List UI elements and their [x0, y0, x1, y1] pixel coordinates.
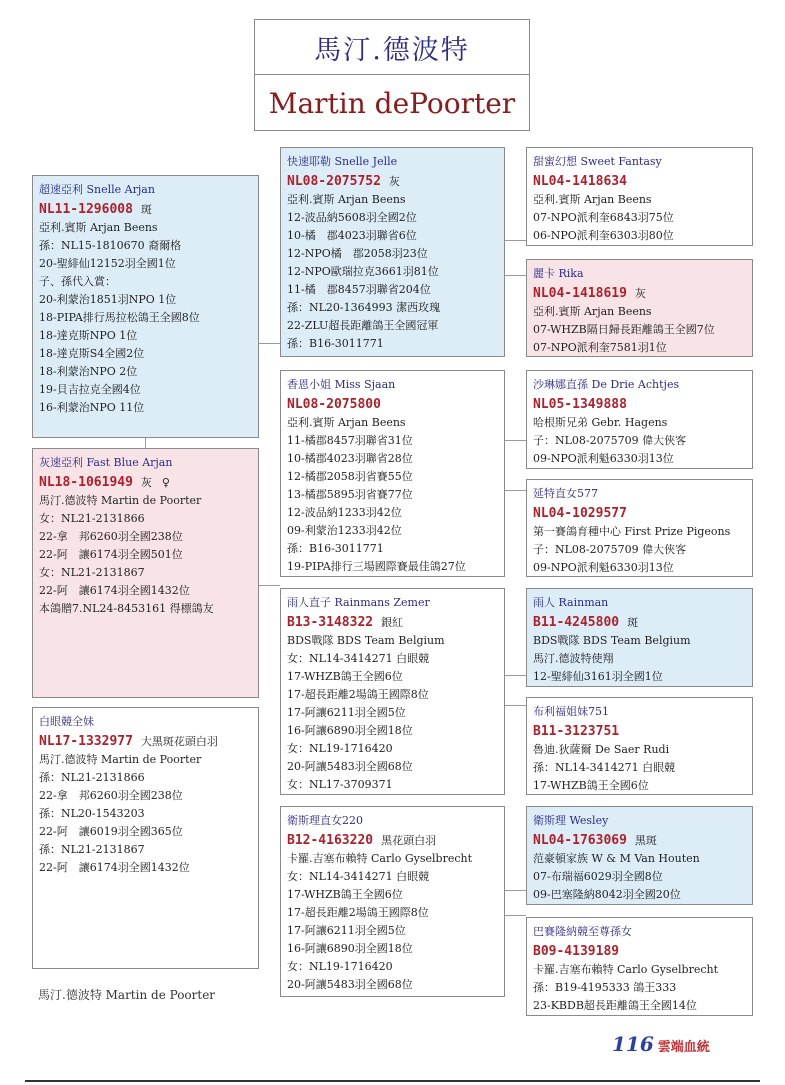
- pedigree-line: 06-NPO派利奎6303羽80位: [533, 229, 674, 242]
- pedigree-line: 09-NPO派利魁6330羽13位: [533, 561, 674, 574]
- pedigree-card-dam[interactable]: [32, 707, 259, 969]
- pedigree-line: 16-利蒙治NPO 11位: [39, 401, 145, 414]
- pedigree-card-ancestor[interactable]: [526, 259, 753, 357]
- pedigree-line: 10-橘 郡4023羽聯省6位: [287, 229, 417, 242]
- pedigree-line: 17-WHZB鴿王全國6位: [287, 670, 403, 683]
- pedigree-line: 孫：NL20-1364993 潔西玫瑰: [287, 301, 441, 314]
- pedigree-line: 22-阿 讓6019羽全國365位: [39, 825, 183, 838]
- sex-symbol: ♀: [161, 476, 170, 489]
- plumage-color: 斑: [140, 203, 152, 216]
- pedigree-line: 女：NL14-3414271 白眼競: [287, 652, 430, 665]
- pedigree-line: 哈根斯兄弟 Gebr. Hagens: [533, 416, 668, 429]
- logo-number: 116: [612, 1032, 654, 1056]
- pedigree-line: 17-超長距離2場鴿王國際8位: [287, 688, 429, 701]
- plumage-color: 灰: [140, 476, 152, 489]
- pedigree-line: 魯迪.狄薩爾 De Saer Rudi: [533, 743, 670, 756]
- pedigree-line: 子：NL08-2075709 偉大俠客: [533, 434, 687, 447]
- ring-number: B11-4245800: [533, 615, 620, 630]
- pedigree-line: 孫：B19-4195333 鴿王333: [533, 981, 677, 994]
- ring-number: NL05-1349888: [533, 397, 627, 412]
- pedigree-card-self[interactable]: [32, 448, 259, 698]
- plumage-color: 黑花頭白羽: [381, 834, 437, 847]
- ring-number: NL08-2075800: [287, 397, 381, 412]
- pigeon-name: 沙琳娜直孫 De Drie Achtjes: [533, 378, 680, 391]
- pigeon-name: 灰速亞利 Fast Blue Arjan: [39, 456, 173, 469]
- pedigree-card-ancestor[interactable]: [526, 917, 753, 1016]
- pedigree-line: 13-橘郡5895羽省賽77位: [287, 488, 413, 501]
- connector-line: [504, 275, 526, 276]
- pedigree-line: 22-阿 讓6174羽全國1432位: [39, 584, 190, 597]
- pedigree-line: 12-NPO歐瑞拉克3661羽81位: [287, 265, 439, 278]
- pedigree-line: 本鴿贈7.NL24-8453161 得標鴿友: [39, 602, 214, 615]
- pedigree-line: 19-貝吉拉克全國4位: [39, 383, 141, 396]
- pedigree-line: 12-波品納1233羽42位: [287, 506, 402, 519]
- pigeon-name: 衛斯理 Wesley: [533, 814, 609, 827]
- ring-number: NL04-1763069: [533, 833, 627, 848]
- logo-text: 雲端血統: [657, 1040, 710, 1055]
- ring-number: NL17-1332977: [39, 734, 133, 749]
- pedigree-line: 子：NL08-2075709 偉大俠客: [533, 543, 687, 556]
- bottom-divider: [25, 1080, 760, 1082]
- pedigree-line: 范豪頓家族 W & M Van Houten: [533, 852, 700, 865]
- pigeon-name: 甜蜜幻想 Sweet Fantasy: [533, 155, 662, 168]
- plumage-color: 灰: [388, 175, 400, 188]
- pedigree-line: 12-橘郡2058羽省賽55位: [287, 470, 413, 483]
- connector-line: [504, 915, 526, 916]
- pedigree-line: 女：NL21-2131867: [39, 566, 145, 579]
- plumage-color: 灰: [634, 287, 646, 300]
- pedigree-line: 11-橘 郡8457羽聯省204位: [287, 283, 431, 296]
- pedigree-line: 17-超長距離2場鴿王國際8位: [287, 906, 429, 919]
- pedigree-line: 17-阿讓6211羽全國5位: [287, 706, 406, 719]
- pedigree-line: 16-阿讓6890羽全國18位: [287, 942, 413, 955]
- pedigree-line: 22-拿 邦6260羽全國238位: [39, 530, 183, 543]
- connector-line: [504, 675, 526, 676]
- connector-line: [258, 585, 280, 586]
- pedigree-line: 07-NPO派利奎6843羽75位: [533, 211, 674, 224]
- pedigree-line: 孫：NL20-1543203: [39, 807, 145, 820]
- pedigree-line: 亞利.賓斯 Arjan Beens: [287, 416, 406, 429]
- pedigree-line: 22-阿 讓6174羽全國1432位: [39, 861, 190, 874]
- pedigree-line: 孫：B16-3011771: [287, 337, 384, 350]
- pedigree-card-ancestor[interactable]: [526, 479, 753, 577]
- plumage-color: 斑: [627, 616, 639, 629]
- pigeon-name: 布利福姐妹751: [533, 705, 609, 718]
- pedigree-line: 18-利蒙治NPO 2位: [39, 365, 138, 378]
- pedigree-title-box: [254, 19, 530, 131]
- pedigree-line: 孫：NL21-2131866: [39, 771, 145, 784]
- pedigree-line: 16-阿讓6890羽全國18位: [287, 724, 413, 737]
- ring-number: NL18-1061949: [39, 475, 133, 490]
- connector-line: [504, 490, 526, 491]
- pedigree-card-ancestor[interactable]: [526, 588, 753, 687]
- pedigree-line: BDS戰隊 BDS Team Belgium: [287, 634, 445, 647]
- pedigree-card-ancestor[interactable]: [526, 370, 753, 469]
- pedigree-card-grandsire-maternal[interactable]: [280, 588, 505, 795]
- ring-number: B13-3148322: [287, 615, 374, 630]
- ring-number: B11-3123751: [533, 724, 620, 739]
- pedigree-line: 女：NL14-3414271 白眼競: [287, 870, 430, 883]
- pedigree-card-ancestor[interactable]: [526, 806, 753, 905]
- pedigree-line: 09-利蒙治1233羽42位: [287, 524, 402, 537]
- pedigree-line: 18-達克斯NPO 1位: [39, 329, 138, 342]
- pedigree-line: 11-橘郡8457羽聯省31位: [287, 434, 413, 447]
- pedigree-card-ancestor[interactable]: [526, 697, 753, 795]
- pedigree-line: 17-阿讓6211羽全國5位: [287, 924, 406, 937]
- site-logo[interactable]: [612, 1032, 710, 1056]
- connector-line: [504, 705, 526, 706]
- pedigree-card-sire[interactable]: [32, 175, 259, 438]
- pedigree-card-granddam-paternal[interactable]: [280, 370, 505, 577]
- pedigree-line: 亞利.賓斯 Arjan Beens: [287, 193, 406, 206]
- pedigree-card-granddam-maternal[interactable]: [280, 806, 505, 997]
- pedigree-line: 18-達克斯S4全國2位: [39, 347, 145, 360]
- pedigree-line: 12-波品納5608羽全國2位: [287, 211, 417, 224]
- pedigree-line: 20-利蒙治1851羽NPO 1位: [39, 293, 177, 306]
- pedigree-line: 07-WHZB隔日歸長距離鴿王全國7位: [533, 323, 715, 336]
- ring-number: NL11-1296008: [39, 202, 133, 217]
- pigeon-name: 巴賽隆納競至尊孫女: [533, 925, 632, 938]
- pedigree-line: 孫：NL15-1810670 裔爾格: [39, 239, 182, 252]
- plumage-color: 銀紅: [381, 616, 404, 629]
- pedigree-line: 17-WHZB鴿王全國6位: [287, 888, 403, 901]
- pedigree-line: 孫：NL14-3414271 白眼競: [533, 761, 676, 774]
- ring-number: B12-4163220: [287, 833, 374, 848]
- pedigree-line: 20-阿讓5483羽全國68位: [287, 978, 413, 991]
- pigeon-name: 超速亞利 Snelle Arjan: [39, 183, 155, 196]
- footer-owner-name: 馬汀.德波特 Martin de Poorter: [38, 988, 216, 1002]
- pedigree-line: 22-拿 邦6260羽全國238位: [39, 789, 183, 802]
- pedigree-card-grandsire-paternal[interactable]: [280, 147, 505, 357]
- pedigree-line: 亞利.賓斯 Arjan Beens: [533, 193, 652, 206]
- pedigree-line: 12-NPO橘 郡2058羽23位: [287, 247, 428, 260]
- pedigree-line: 07-NPO派利奎7581羽1位: [533, 341, 667, 354]
- pedigree-line: 女：NL19-1716420: [287, 960, 393, 973]
- pedigree-line: 女：NL19-1716420: [287, 742, 393, 755]
- pedigree-line: 卡羅.吉塞布賴特 Carlo Gyselbrecht: [533, 963, 719, 976]
- pedigree-line: 10-橘郡4023羽聯省28位: [287, 452, 413, 465]
- pedigree-line: 亞利.賓斯 Arjan Beens: [533, 305, 652, 318]
- pedigree-line: 馬汀.德波特 Martin de Poorter: [39, 753, 202, 766]
- plumage-color: 黑斑: [634, 834, 657, 847]
- pedigree-line: 馬汀.德波特使翔: [533, 652, 614, 665]
- plumage-color: 大黑斑花頭白羽: [140, 735, 218, 748]
- owner-name-english: Martin dePoorter: [268, 86, 516, 120]
- pigeon-name: 延特直女577: [533, 487, 598, 500]
- pedigree-line: 18-PIPA排行馬拉松鴿王全國8位: [39, 311, 200, 324]
- pedigree-line: 卡羅.吉塞布賴特 Carlo Gyselbrecht: [287, 852, 473, 865]
- pedigree-line: 孫：NL21-2131867: [39, 843, 145, 856]
- pedigree-line: 22-阿 讓6174羽全國501位: [39, 548, 183, 561]
- pedigree-line: 22-ZLU超長距離鴿王全國冠軍: [287, 319, 439, 332]
- pedigree-line: 孫：B16-3011771: [287, 542, 384, 555]
- pedigree-line: BDS戰隊 BDS Team Belgium: [533, 634, 691, 647]
- pigeon-name: 雨人直子 Rainmans Zemer: [287, 596, 430, 609]
- pedigree-line: 子、孫代入賞：: [39, 275, 116, 288]
- ring-number: B09-4139189: [533, 944, 620, 959]
- pedigree-line: 09-NPO派利魁6330羽13位: [533, 452, 674, 465]
- pigeon-name: 香恩小姐 Miss Sjaan: [287, 378, 396, 391]
- connector-line: [504, 890, 526, 891]
- ring-number: NL08-2075752: [287, 174, 381, 189]
- owner-name-chinese: 馬汀.德波特: [255, 20, 529, 75]
- pedigree-line: 女：NL21-2131866: [39, 512, 145, 525]
- ring-number: NL04-1418619: [533, 286, 627, 301]
- pedigree-line: 17-WHZB鴿王全國6位: [533, 779, 649, 792]
- ring-number: NL04-1029577: [533, 506, 627, 521]
- pedigree-line: 亞利.賓斯 Arjan Beens: [39, 221, 158, 234]
- pedigree-line: 20-阿讓5483羽全國68位: [287, 760, 413, 773]
- pigeon-name: 白眼競全妹: [39, 715, 94, 728]
- pedigree-line: 19-PIPA排行三場國際賽最佳鴿27位: [287, 560, 466, 573]
- pigeon-name: 快速耶勒 Snelle Jelle: [287, 155, 398, 168]
- pedigree-line: 07-布瑞福6029羽全國8位: [533, 870, 663, 883]
- connector-line: [504, 240, 526, 241]
- pigeon-name: 麗卡 Rika: [533, 267, 584, 280]
- connector-line: [504, 440, 526, 441]
- ring-number: NL04-1418634: [533, 174, 627, 189]
- pedigree-line: 12-聖緋仙3161羽全國1位: [533, 670, 663, 683]
- pedigree-card-ancestor[interactable]: [526, 147, 753, 246]
- pigeon-name: 雨人 Rainman: [533, 596, 609, 609]
- pedigree-line: 女：NL17-3709371: [287, 778, 393, 791]
- pigeon-name: 衛斯理直女220: [287, 814, 363, 827]
- connector-line: [258, 343, 280, 344]
- pedigree-line: 23-KBDB超長距離鴿王全國14位: [533, 999, 697, 1012]
- pedigree-line: 09-巴塞隆納8042羽全國20位: [533, 888, 681, 901]
- pedigree-line: 第一賽鴿育種中心 First Prize Pigeons: [533, 525, 731, 538]
- pedigree-line: 馬汀.德波特 Martin de Poorter: [39, 494, 202, 507]
- pedigree-line: 20-聖緋仙12152羽全國1位: [39, 257, 176, 270]
